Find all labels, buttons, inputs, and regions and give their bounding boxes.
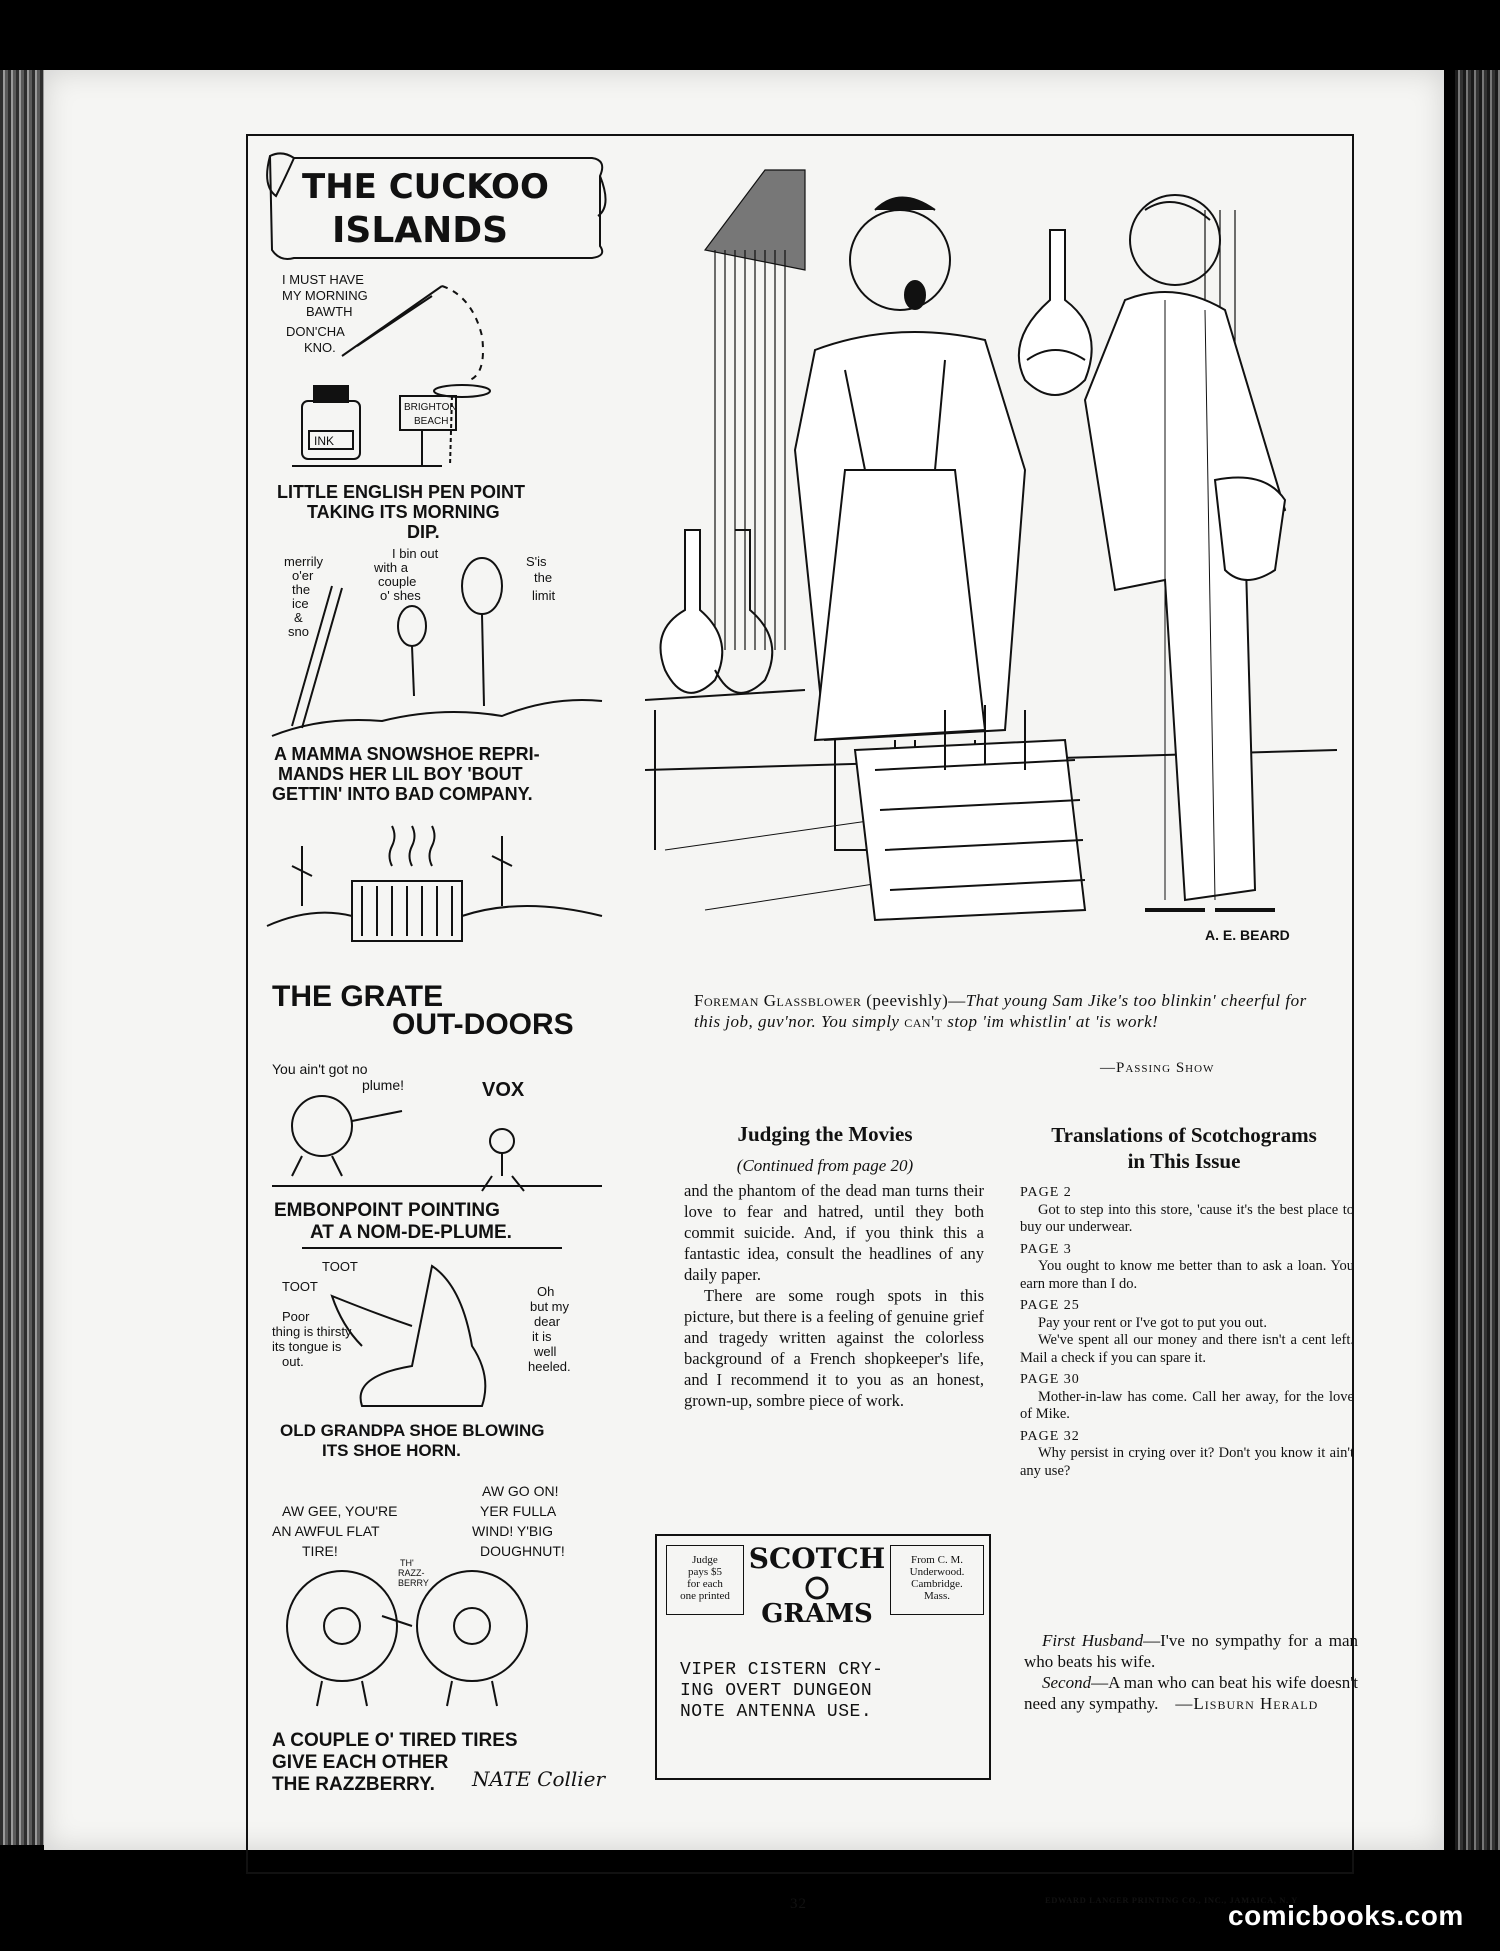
svg-text:well: well <box>534 1344 557 1359</box>
svg-text:A COUPLE O' TIRED TIRES: A COUPLE O' TIRED TIRES <box>272 1730 518 1751</box>
svg-text:sno: sno <box>288 624 309 639</box>
cartoon-credit: —Passing Show <box>1100 1060 1215 1076</box>
svg-text:TOOT: TOOT <box>322 1259 358 1274</box>
translation-text: Why persist in crying over it? Don't you know it ain't any use? <box>1020 1445 1354 1479</box>
scotchogram-puzzle: VIPER CISTERN CRY- ING OVERT DUNGEON NOTE ANTENNA USE. <box>680 1660 884 1722</box>
svg-text:GIVE EACH OTHER: GIVE EACH OTHER <box>272 1752 449 1773</box>
translation-text: Got to step into this store, 'cause it's the best place to buy our underwear. <box>1020 1201 1354 1235</box>
joke-speaker-2: Second <box>1042 1673 1092 1692</box>
svg-text:BERRY: BERRY <box>398 1578 429 1588</box>
svg-text:but my: but my <box>530 1299 570 1314</box>
translation-text: We've spent all our money and there isn't a cent left. Mail a check if you can spare it. <box>1020 1332 1354 1366</box>
svg-text:out.: out. <box>282 1354 304 1369</box>
svg-text:o'er: o'er <box>292 568 314 583</box>
svg-text:DON'CHA: DON'CHA <box>286 324 345 339</box>
logo-scotch: SCOTCH <box>748 1542 886 1575</box>
article-title-translations: Translations of Scotchograms in This Issue <box>1051 1123 1317 1173</box>
translation-text: Pay your rent or I've got to put you out. <box>1038 1314 1267 1331</box>
scotchograms-prize-note: Judge pays $5 for each one printed <box>666 1545 744 1615</box>
svg-text:it is: it is <box>532 1329 552 1344</box>
caption-text-2: stop 'im whistlin' at 'is work! <box>942 1012 1159 1031</box>
site-watermark: comicbooks.com <box>1228 1900 1464 1931</box>
joke-speaker-1: First Husband <box>1042 1631 1144 1650</box>
svg-text:heeled.: heeled. <box>528 1359 571 1374</box>
svg-text:MY MORNING: MY MORNING <box>282 288 368 303</box>
joke-credit: —Lisburn Herald <box>1175 1694 1319 1713</box>
svg-text:AW GO ON!: AW GO ON! <box>482 1483 559 1499</box>
translation-page: PAGE 32 <box>1020 1428 1080 1444</box>
panel3-caption-1: THE GRATE <box>272 980 444 1013</box>
svg-text:merrily: merrily <box>284 554 323 569</box>
svg-text:You ain't got no: You ain't got no <box>272 1061 368 1077</box>
translation-text: You ought to know me better than to ask a loan. You earn more than I do. <box>1020 1258 1354 1292</box>
article-continued: (Continued from page 20) <box>736 1156 914 1175</box>
panel-tires <box>272 1483 607 1795</box>
translation-text: Mother-in-law has come. Call her away, for the love of Mike. <box>1020 1388 1354 1422</box>
svg-text:EMBONPOINT POINTING: EMBONPOINT POINTING <box>274 1200 500 1221</box>
svg-text:AT A NOM-DE-PLUME.: AT A NOM-DE-PLUME. <box>310 1222 512 1243</box>
svg-text:&: & <box>294 610 303 625</box>
svg-text:DOUGHNUT!: DOUGHNUT! <box>480 1543 565 1559</box>
logo-o <box>817 1593 818 1594</box>
panel-shoe-horn <box>272 1259 571 1460</box>
svg-text:Oh: Oh <box>537 1284 555 1299</box>
article-paragraph: and the phantom of the dead man turns their love to fear and hatred, until they both commit suicide. And, if you think this a fantastic idea, consult the headlines of any daily paper. <box>684 1181 984 1284</box>
svg-text:THE RAZZBERRY.: THE RAZZBERRY. <box>272 1774 435 1795</box>
translation-page: PAGE 30 <box>1020 1372 1080 1387</box>
svg-text:ITS SHOE HORN.: ITS SHOE HORN. <box>322 1441 461 1460</box>
panel1-caption-3: DIP. <box>407 522 440 542</box>
panel-snowshoe <box>272 546 602 804</box>
panel3-caption-2: OUT-DOORS <box>392 1008 574 1041</box>
svg-text:TH': TH' <box>400 1558 414 1568</box>
article-paragraph: There are some rough spots in this picture, but there is a feeling of genuine grief and tragedy written against the colorless background of a French shopkeeper's life, and I recommend it to you as an honest, grown-up, sombre piece of work. <box>684 1286 984 1410</box>
svg-text:the: the <box>534 570 553 585</box>
svg-text:with a: with a <box>374 560 408 575</box>
flask <box>1019 230 1092 395</box>
translations-list <box>1020 1180 1354 1480</box>
cuckoo-islands-comic <box>262 146 612 1866</box>
svg-text:the: the <box>292 582 311 597</box>
comic-title-scroll <box>267 153 605 259</box>
caption-speaker: Foreman Glassblower <box>694 991 862 1010</box>
scotchograms-logo <box>744 1538 890 1630</box>
logo-grams: GRAMS <box>761 1599 873 1629</box>
book-edge-right <box>1455 70 1500 1850</box>
svg-text:plume!: plume! <box>362 1077 405 1093</box>
svg-text:I MUST HAVE: I MUST HAVE <box>282 272 364 287</box>
article-title-judging-movies: Judging the Movies <box>737 1122 913 1146</box>
translation-page: PAGE 25 <box>1020 1298 1080 1313</box>
comic-signature: NATE Collier <box>472 1767 606 1791</box>
joke-line-2: —A man who can beat his wife doesn't need any sympathy. <box>1024 1673 1358 1713</box>
gentleman-figure <box>1085 195 1285 910</box>
cartoon-signature: A. E. BEARD <box>1205 927 1290 943</box>
joke-line-1: —I've no sympathy for a man who beats his wife. <box>1024 1631 1358 1671</box>
svg-text:ice: ice <box>292 596 309 611</box>
panel-pen-point <box>277 272 525 542</box>
caption-text-1: That young Sam Jike's too blinkin' cheerful for this job, guv'nor. You simply <box>694 991 1307 1031</box>
svg-text:limit: limit <box>532 588 556 603</box>
svg-text:dear: dear <box>534 1314 561 1329</box>
cartoon-caption <box>694 990 1312 1032</box>
svg-text:GETTIN' INTO BAD COMPANY.: GETTIN' INTO BAD COMPANY. <box>272 784 533 804</box>
translation-page: PAGE 3 <box>1020 1241 1072 1257</box>
caption-cant: can't <box>904 1012 943 1031</box>
svg-text:Poor: Poor <box>282 1309 310 1324</box>
panel-embonpoint <box>272 1061 602 1248</box>
svg-text:WIND! Y'BIG: WIND! Y'BIG <box>472 1523 553 1539</box>
comic-title-line1: THE CUCKOO <box>302 167 549 207</box>
svg-text:S'is: S'is <box>526 554 547 569</box>
svg-text:KNO.: KNO. <box>304 340 336 355</box>
svg-text:BAWTH: BAWTH <box>306 304 353 319</box>
ink-label: INK <box>314 434 335 448</box>
panel1-caption-2: TAKING ITS MORNING <box>307 502 500 522</box>
svg-text:MANDS HER LIL BOY 'BOUT: MANDS HER LIL BOY 'BOUT <box>278 764 523 784</box>
svg-text:its tongue is: its tongue is <box>272 1339 342 1354</box>
panel-grate <box>267 826 602 1041</box>
comic-title-line2: ISLANDS <box>332 210 509 251</box>
svg-text:BRIGHTON: BRIGHTON <box>404 402 457 413</box>
svg-text:OLD GRANDPA SHOE BLOWING: OLD GRANDPA SHOE BLOWING <box>280 1421 545 1440</box>
husband-joke <box>1024 1630 1358 1714</box>
article-body-judging-movies <box>684 1180 984 1411</box>
translation-page: PAGE 2 <box>1020 1185 1072 1200</box>
svg-text:couple: couple <box>378 574 417 589</box>
svg-text:AN AWFUL FLAT: AN AWFUL FLAT <box>272 1523 380 1539</box>
svg-text:o' shes: o' shes <box>380 588 421 603</box>
svg-text:AW GEE, YOU'RE: AW GEE, YOU'RE <box>282 1503 398 1519</box>
svg-text:A MAMMA SNOWSHOE REPRI-: A MAMMA SNOWSHOE REPRI- <box>274 744 540 764</box>
svg-text:thing is thirsty: thing is thirsty <box>272 1324 352 1339</box>
svg-text:BEACH: BEACH <box>414 416 449 427</box>
svg-text:YER FULLA: YER FULLA <box>480 1503 557 1519</box>
svg-text:RAZZ-: RAZZ- <box>398 1568 425 1578</box>
svg-text:I bin out: I bin out <box>392 546 439 561</box>
svg-text:VOX: VOX <box>482 1079 525 1101</box>
svg-text:TIRE!: TIRE! <box>302 1543 338 1559</box>
scotchograms-author: From C. M. Underwood. Cambridge. Mass. <box>890 1545 984 1615</box>
page-number: 32 <box>790 1896 807 1912</box>
svg-text:TOOT: TOOT <box>282 1279 318 1294</box>
glassblower-cartoon <box>645 150 1337 960</box>
printer-credit: EDWARD LANGER PRINTING CO., INC., JAMAICA, N. Y <box>1045 1895 1298 1905</box>
panel1-caption-1: LITTLE ENGLISH PEN POINT <box>277 482 526 502</box>
caption-paren: (peevishly)— <box>861 991 966 1010</box>
